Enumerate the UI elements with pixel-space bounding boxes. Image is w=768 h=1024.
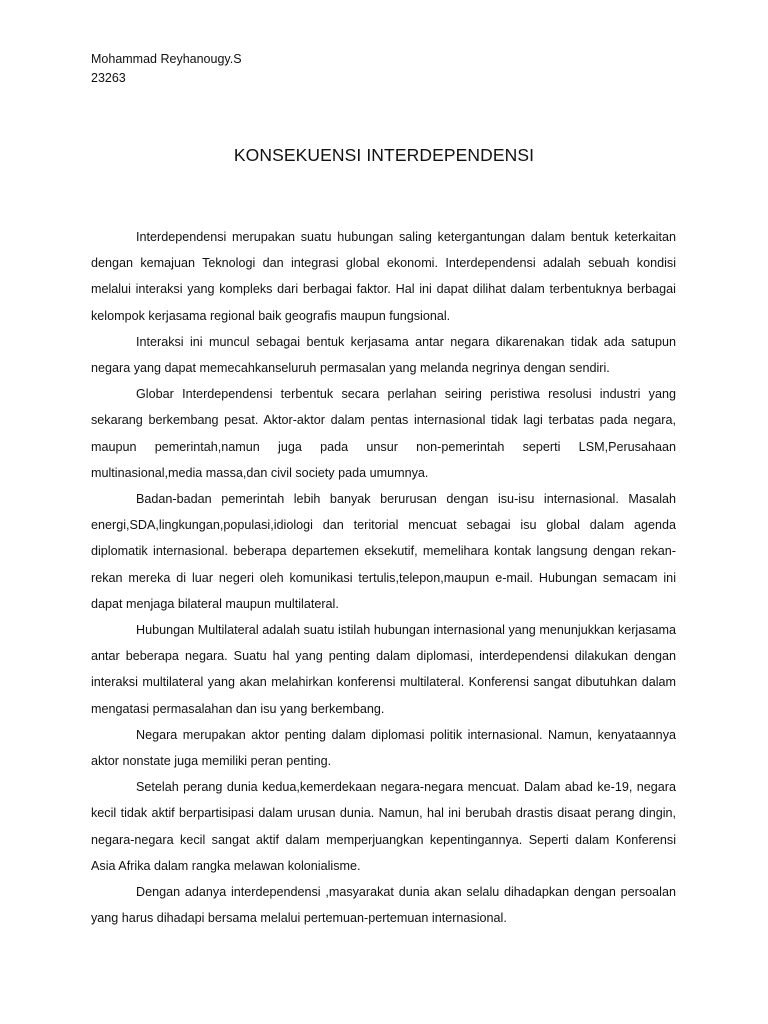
paragraph: Dengan adanya interdependensi ,masyarakat dunia akan selalu dihadapkan dengan persoalan yang harus dihadapi bersama melalui pertemuan-pertemuan internasional.: [91, 885, 676, 926]
paragraph: Hubungan Multilateral adalah suatu istilah hubungan internasional yang menunjukkan kerjasama antar beberapa negara. Suatu hal yang penting dalam diplomasi, interdependensi dilakukan dengan interaksi multilateral yang akan melahirkan konferensi multilateral. Konferensi sangat dibutuhkan dalam mengatasi permasalahan dan isu yang berkembang.: [91, 623, 676, 716]
paragraph: Setelah perang dunia kedua,kemerdekaan negara-negara mencuat. Dalam abad ke-19, negara kecil tidak aktif berpartisipasi dalam urusan dunia. Namun, hal ini berubah drastis disaat perang dingin, negara-negara kecil sangat aktif dalam memperjuangkan kepentingannya. Seperti dalam Konferensi Asia Afrika dalam rangka melawan kolonialisme.: [91, 780, 676, 873]
document-body: [91, 224, 676, 931]
author-id: 23263: [91, 71, 126, 85]
paragraph: Globar Interdependensi terbentuk secara perlahan seiring peristiwa resolusi industri yang sekarang berkembang pesat. Aktor-aktor dalam pentas internasional tidak lagi terbatas pada negara, maupun pemerintah,namun juga pada unsur non-pemerintah seperti LSM,Perusahaan multinasional,media massa,dan civil society pada umumnya.: [91, 387, 676, 480]
author-block: [91, 50, 242, 88]
author-name: Mohammad Reyhanougy.S: [91, 52, 242, 66]
document-title: KONSEKUENSI INTERDEPENDENSI: [233, 145, 535, 165]
paragraph: Interdependensi merupakan suatu hubungan saling ketergantungan dalam bentuk keterkaitan dengan kemajuan Teknologi dan integrasi global ekonomi. Interdependensi adalah sebuah kondisi melalui interaksi yang kompleks dari berbagai faktor. Hal ini dapat dilihat dalam terbentuknya berbagai kelompok kerjasama regional baik geografis maupun fungsional.: [91, 230, 676, 323]
paragraph: Badan-badan pemerintah lebih banyak berurusan dengan isu-isu internasional. Masalah energi,SDA,lingkungan,populasi,idiologi dan teritorial mencuat sebagai isu global dalam agenda diplomatik internasional. beberapa departemen eksekutif, memelihara kontak langsung dengan rekan-rekan mereka di luar negeri oleh komunikasi tertulis,telepon,maupun e-mail. Hubungan semacam ini dapat menjaga bilateral maupun multilateral.: [91, 492, 676, 611]
paragraph: Negara merupakan aktor penting dalam diplomasi politik internasional. Namun, kenyataannya aktor nonstate juga memiliki peran penting.: [91, 727, 676, 769]
paragraph: Interaksi ini muncul sebagai bentuk kerjasama antar negara dikarenakan tidak ada satupun negara yang dapat memecahkanseluruh permasalan yang melanda negrinya dengan sendiri.: [91, 334, 676, 376]
